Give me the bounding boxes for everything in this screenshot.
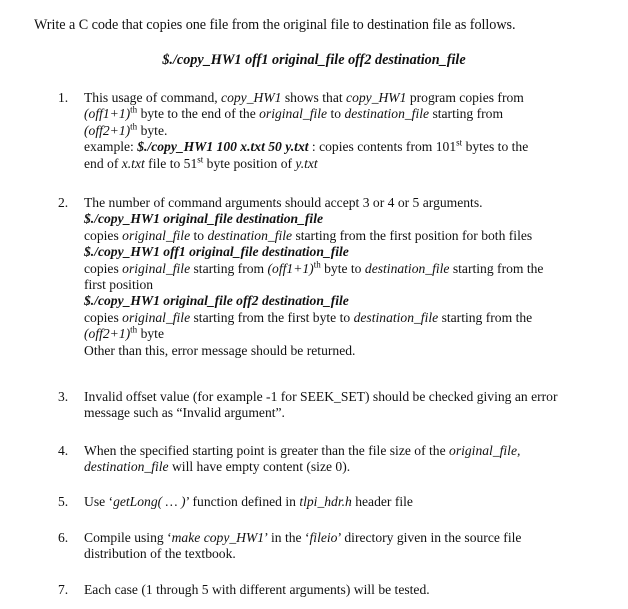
command-example: $./copy_HW1 original_file off2 destination_file: [84, 293, 349, 309]
item-body: [84, 389, 620, 422]
offset-expr: (off1+1): [267, 260, 314, 276]
text-run: starting from: [429, 106, 504, 122]
ordinal-suffix: th: [313, 259, 321, 270]
text-run: ’ directory given in the source file: [337, 530, 522, 545]
command-example: $./copy_HW1 off1 original_file destination_file: [84, 244, 349, 260]
item-line: [84, 443, 620, 459]
text-run: program copies from: [406, 90, 524, 105]
text-run: to: [190, 227, 208, 243]
text-run: This usage of command,: [84, 90, 222, 105]
text-run: byte: [137, 326, 164, 342]
text-run: bytes to the: [462, 139, 529, 155]
ordinal-suffix: th: [130, 104, 138, 115]
file-name: original_file: [122, 227, 191, 243]
text-run: byte to: [320, 260, 365, 276]
item-number: 4.: [58, 443, 69, 458]
text-run: copies: [84, 309, 123, 325]
text-run: example:: [84, 139, 138, 155]
text-run: starting from: [190, 260, 268, 276]
text-run: : copies contents from 101: [308, 139, 457, 155]
item-line: first position: [84, 277, 154, 293]
directory-name: fileio: [309, 530, 338, 545]
item-number: 1.: [58, 90, 69, 105]
file-name: destination_file: [353, 309, 439, 325]
program-name: copy_HW1: [346, 90, 407, 105]
item-line: [84, 310, 620, 326]
file-name: destination_file: [207, 227, 293, 243]
offset-expr: (off2+1): [84, 122, 131, 138]
text-run: Use ‘: [84, 494, 114, 509]
text-run: ’ in the ‘: [264, 530, 310, 545]
function-name: getLong( … ): [113, 494, 186, 509]
text-run: byte to the end of the: [137, 106, 260, 122]
item-line: [84, 261, 620, 277]
file-name: original_file: [259, 106, 328, 122]
command-name: make copy_HW1: [171, 530, 265, 545]
text-run: copies: [84, 260, 123, 276]
example-command: $./copy_HW1 100 x.txt 50 y.txt: [137, 139, 309, 155]
file-name: x.txt: [121, 155, 145, 171]
file-name: tlpi_hdr.h: [299, 494, 352, 509]
ordinal-suffix: th: [130, 121, 138, 132]
item-number: 5.: [58, 494, 69, 509]
item-line: [84, 326, 620, 342]
text-run: will have empty content (size 0).: [168, 459, 351, 475]
text-run: copies: [84, 227, 123, 243]
text-run: byte.: [137, 122, 168, 138]
item-line: [84, 228, 620, 244]
file-name: original_file: [122, 309, 191, 325]
item-number: 7.: [58, 582, 69, 597]
item-number: 3.: [58, 389, 69, 404]
command-example: $./copy_HW1 original_file destination_file: [84, 211, 324, 227]
item-line: Each case (1 through 5 with different arguments) will be tested.: [84, 582, 430, 597]
file-name: original_file: [122, 260, 191, 276]
item-line: [84, 156, 620, 172]
ordinal-suffix: st: [456, 137, 463, 148]
item-line: The number of command arguments should accept 3 or 4 or 5 arguments.: [84, 195, 483, 210]
ordinal-suffix: st: [197, 154, 204, 165]
item-line: [84, 139, 620, 155]
ordinal-suffix: th: [130, 324, 138, 335]
text-run: Compile using ‘: [84, 530, 172, 545]
item-line: [84, 530, 620, 546]
text-run: to: [327, 106, 345, 122]
text-run: shows that: [281, 90, 347, 105]
item-line: [84, 494, 620, 510]
item-line: [84, 459, 620, 475]
item-number: 2.: [58, 195, 69, 210]
file-name: destination_file: [344, 106, 430, 122]
text-run: starting from the first byte to: [190, 309, 354, 325]
intro-text: Write a C code that copies one file from the original file to destination file as follows.: [34, 17, 516, 33]
text-run: end of: [84, 155, 122, 171]
offset-expr: (off1+1): [84, 106, 131, 122]
file-name: original_file,: [449, 443, 521, 458]
file-name: y.txt: [295, 155, 318, 171]
text-run: ’ function defined in: [185, 494, 300, 509]
item-body: [84, 530, 620, 563]
text-run: starting from the first position for both files: [292, 227, 533, 243]
item-line: Other than this, error message should be returned.: [84, 342, 356, 358]
item-body: [84, 195, 620, 359]
item-line: [84, 123, 620, 139]
text-run: When the specified starting point is greater than the file size of the: [84, 443, 450, 458]
item-line: [84, 90, 620, 106]
text-run: starting from the: [449, 260, 544, 276]
text-run: header file: [351, 494, 413, 509]
text-run: starting from the: [438, 309, 533, 325]
item-line: distribution of the textbook.: [84, 546, 236, 562]
item-line: Invalid offset value (for example -1 for SEEK_SET) should be checked giving an error: [84, 389, 558, 404]
program-name: copy_HW1: [221, 90, 282, 105]
item-body: [84, 582, 620, 598]
offset-expr: (off2+1): [84, 326, 131, 342]
command-syntax: $./copy_HW1 off1 original_file off2 destination_file: [162, 52, 466, 68]
text-run: byte position of: [203, 155, 296, 171]
item-body: [84, 494, 620, 510]
item-line: message such as “Invalid argument”.: [84, 405, 285, 421]
file-name: destination_file: [84, 459, 169, 475]
item-number: 6.: [58, 530, 69, 545]
item-body: [84, 90, 620, 172]
file-name: destination_file: [364, 260, 450, 276]
item-body: [84, 443, 620, 476]
item-line: [84, 106, 620, 122]
text-run: file to 51: [144, 155, 198, 171]
